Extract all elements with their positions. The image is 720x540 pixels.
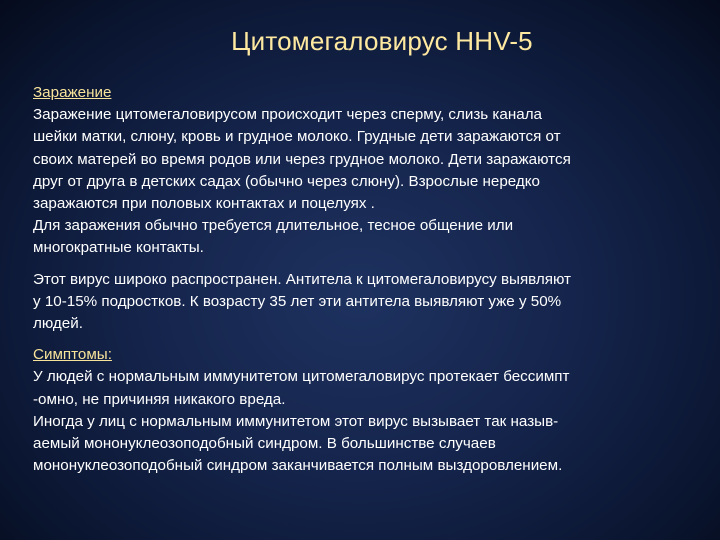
slide-content [33,82,693,477]
text-line: Этот вирус широко распространен. Антитела к цитомегаловирусу выявляют [33,270,571,288]
slide-title: Цитомегаловирус HHV-5 [231,26,533,56]
section-symptoms-heading: Симптомы: [33,346,112,364]
text-line: мононуклеозоподобный синдром заканчивается полным выздоровлением. [33,457,563,475]
text-line: шейки матки, слюну, кровь и грудное молоко. Грудные дети заражаются от [33,128,561,146]
section-symptoms [33,344,693,477]
text-line: многократные контакты. [33,239,204,257]
text-line: У людей с нормальным иммунитетом цитомегаловирус протекает бессимпт [33,368,570,386]
text-line: Заражение цитомегаловирусом происходит через сперму, слизь канала [33,106,543,124]
text-line: своих матерей во время родов или через грудное молоко. Дети заражаются [33,150,571,168]
text-line: Для заражения обычно требуется длительное, тесное общение или [33,217,514,235]
section-infection [33,82,693,260]
text-line: Иногда у лиц с нормальным иммунитетом этот вирус вызывает так назыв- [33,412,559,430]
text-line: заражаются при половых контактах и поцелуях . [33,195,375,213]
text-line: людей. [33,315,83,333]
section-infection-heading: Заражение [33,84,112,101]
text-line: у 10-15% подростков. К возрасту 35 лет эти антитела выявляют уже у 50% [33,292,562,310]
text-line: аемый мононуклеозоподобный синдром. В большинстве случаев [33,435,496,453]
section-prevalence [33,269,693,336]
text-line: -омно, не причиняя никакого вреда. [33,390,286,408]
text-line: друг от друга в детских садах (обычно через слюну). Взрослые нередко [33,172,541,190]
